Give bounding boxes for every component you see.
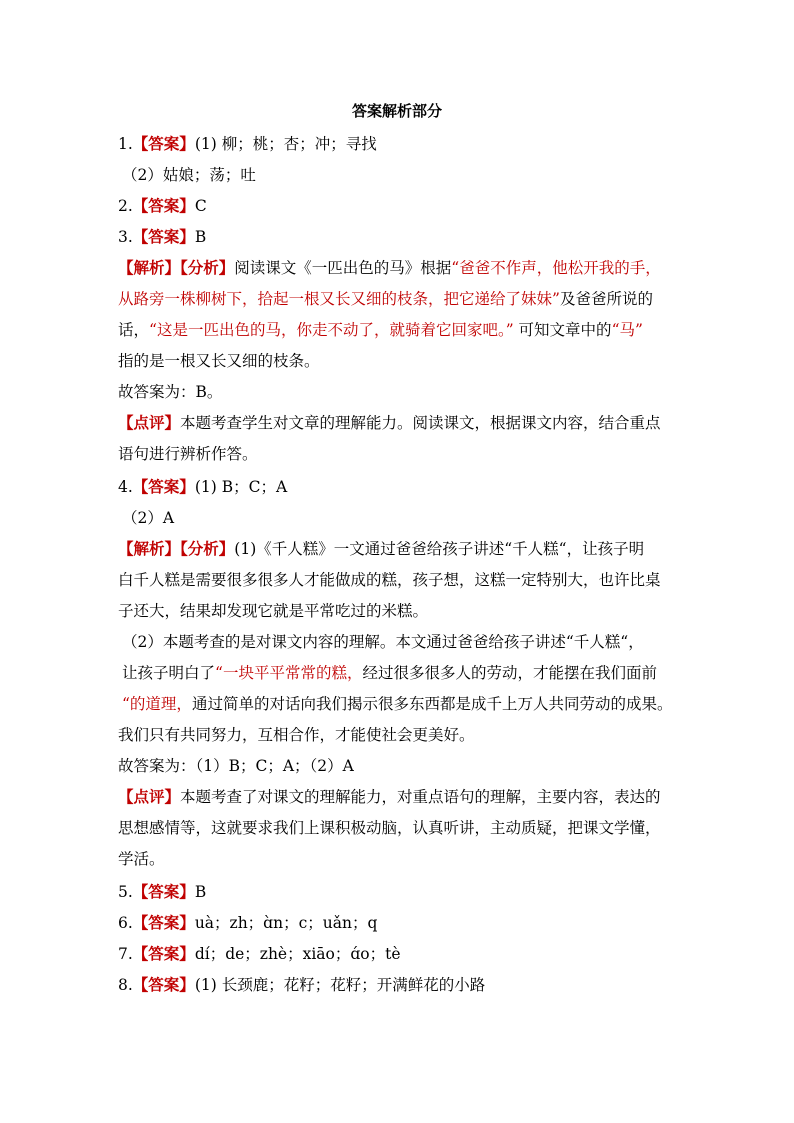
q4-comment-line-1 xyxy=(118,786,688,808)
q3-answer: B xyxy=(194,228,207,246)
q7-answer: dí；de；zhè；xiāo；ɑ́o；tè xyxy=(194,945,401,963)
answer-tag: 【答案】 xyxy=(132,944,195,963)
q2-answer-line xyxy=(118,195,688,217)
q4-answer-1: (1) B；C；A xyxy=(194,478,288,496)
q4-comment-line-2: 思想感情等，这就要求我们上课积极动脑，认真听讲，主动质疑，把课文学懂， xyxy=(118,819,661,837)
q8-answer-line xyxy=(118,974,688,996)
q3-comment-line-1 xyxy=(118,412,688,434)
q1-answer-1: (1) 柳；桃；杏；冲；寻找 xyxy=(194,135,377,153)
q3-analysis-line-3 xyxy=(118,319,688,341)
q5-number: 5. xyxy=(118,883,133,901)
q1-answer-2: （2）姑娘；荡；吐 xyxy=(122,166,256,184)
q3-answer-line xyxy=(118,226,688,248)
q4-analysis-line-7: 我们只有共同努力，互相合作，才能使社会更美好。 xyxy=(118,726,475,744)
q4-comment-line-3: 学活。 xyxy=(118,850,165,868)
analysis-tag: 【解析】 xyxy=(118,539,181,558)
answer-tag: 【答案】 xyxy=(132,227,195,246)
answer-tag: 【答案】 xyxy=(132,134,195,153)
fenxi-tag: 【分析】 xyxy=(180,258,235,277)
q3-quote: 从路旁一株柳树下，拾起一根又长又细的枝条，把它递给了妹妹” xyxy=(118,290,560,308)
q3-analysis-line-4: 指的是一根又长又细的枝条。 xyxy=(118,352,320,370)
q3-analysis-text: 及爸爸所说的 xyxy=(559,290,653,308)
q4-analysis-text: 经过很多很多人的劳动，才能摆在我们面前 xyxy=(362,664,657,682)
answer-tag: 【答案】 xyxy=(132,913,195,932)
q4-answer-2: （2）A xyxy=(122,509,175,527)
comment-tag: 【点评】 xyxy=(118,413,181,432)
q4-analysis-line-2: 白千人糕是需要很多很多人才能做成的糕，孩子想，这糕一定特别大，也许比桌 xyxy=(118,571,661,589)
q4-analysis-line-4: （2）本题考查的是对课文内容的理解。本文通过爸爸给孩子讲述“千人糕“， xyxy=(122,633,644,651)
answer-tag: 【答案】 xyxy=(132,196,195,215)
q4-analysis-line-1 xyxy=(118,538,688,560)
q3-number: 3. xyxy=(118,228,133,246)
q2-number: 2. xyxy=(118,197,133,215)
analysis-tag: 【解析】 xyxy=(118,258,181,277)
q4-analysis-text: (1)《千人糕》一文通过爸爸给孩子讲述“千人糕“，让孩子明 xyxy=(234,540,645,558)
q4-quote: “一块平平常常的糕， xyxy=(215,664,363,682)
q3-quote: “爸爸不作声，他松开我的手， xyxy=(451,259,661,277)
q3-analysis-text: 话， xyxy=(118,321,150,339)
answer-tag: 【答案】 xyxy=(132,477,195,496)
q1-answer-line xyxy=(118,133,688,155)
q3-comment-text: 本题考查学生对文章的理解能力。阅读课文，根据课文内容，结合重点 xyxy=(180,414,661,432)
fenxi-tag: 【分析】 xyxy=(180,539,235,558)
q3-comment-line-2: 语句进行辨析作答。 xyxy=(118,445,258,463)
q4-analysis-line-3: 子还大，结果却发现它就是平常吃过的米糕。 xyxy=(118,602,429,620)
q4-analysis-line-6 xyxy=(122,693,692,715)
page-title: 答案解析部分 xyxy=(351,102,442,120)
q3-quote: “马” xyxy=(611,321,643,339)
q3-quote: “这是一匹出色的马，你走不动了，就骑着它回家吧。” xyxy=(149,321,514,339)
q8-answer-1: (1) 长颈鹿；花籽；花籽；开满鲜花的小路 xyxy=(194,976,486,994)
answer-tag: 【答案】 xyxy=(132,975,195,994)
q2-answer: C xyxy=(194,197,207,215)
q8-number: 8. xyxy=(118,976,133,994)
q6-answer-line xyxy=(118,912,688,934)
q6-answer: uà；zh；ɑ̀n；c；uǎn；q xyxy=(194,914,378,932)
q6-number: 6. xyxy=(118,914,133,932)
q4-analysis-text: 让孩子明白了 xyxy=(122,664,216,682)
q5-answer: B xyxy=(194,883,207,901)
q1-number: 1. xyxy=(118,135,133,153)
q4-conclusion: 故答案为：（1）B；C；A；（2）A xyxy=(118,757,354,775)
q7-answer-line xyxy=(118,943,688,965)
q4-quote: “的道理， xyxy=(122,695,192,713)
q3-analysis-line-2 xyxy=(118,288,688,310)
q3-conclusion: 故答案为：B。 xyxy=(118,383,223,401)
q4-comment-text: 本题考查了对课文的理解能力，对重点语句的理解，主要内容，表达的 xyxy=(180,788,661,806)
q3-analysis-text: 可知文章中的 xyxy=(513,321,612,339)
answer-tag: 【答案】 xyxy=(132,882,195,901)
q3-analysis-line-1 xyxy=(118,257,688,279)
q4-number: 4. xyxy=(118,478,133,496)
q7-number: 7. xyxy=(118,945,133,963)
q5-answer-line xyxy=(118,881,688,903)
q4-analysis-text: 通过简单的对话向我们揭示很多东西都是成千上万人共同劳动的成果。 xyxy=(191,695,673,713)
comment-tag: 【点评】 xyxy=(118,787,181,806)
q3-analysis-text: 阅读课文《一匹出色的马》根据 xyxy=(234,259,452,277)
q4-answer-line xyxy=(118,476,688,498)
q4-analysis-line-5 xyxy=(122,662,692,684)
